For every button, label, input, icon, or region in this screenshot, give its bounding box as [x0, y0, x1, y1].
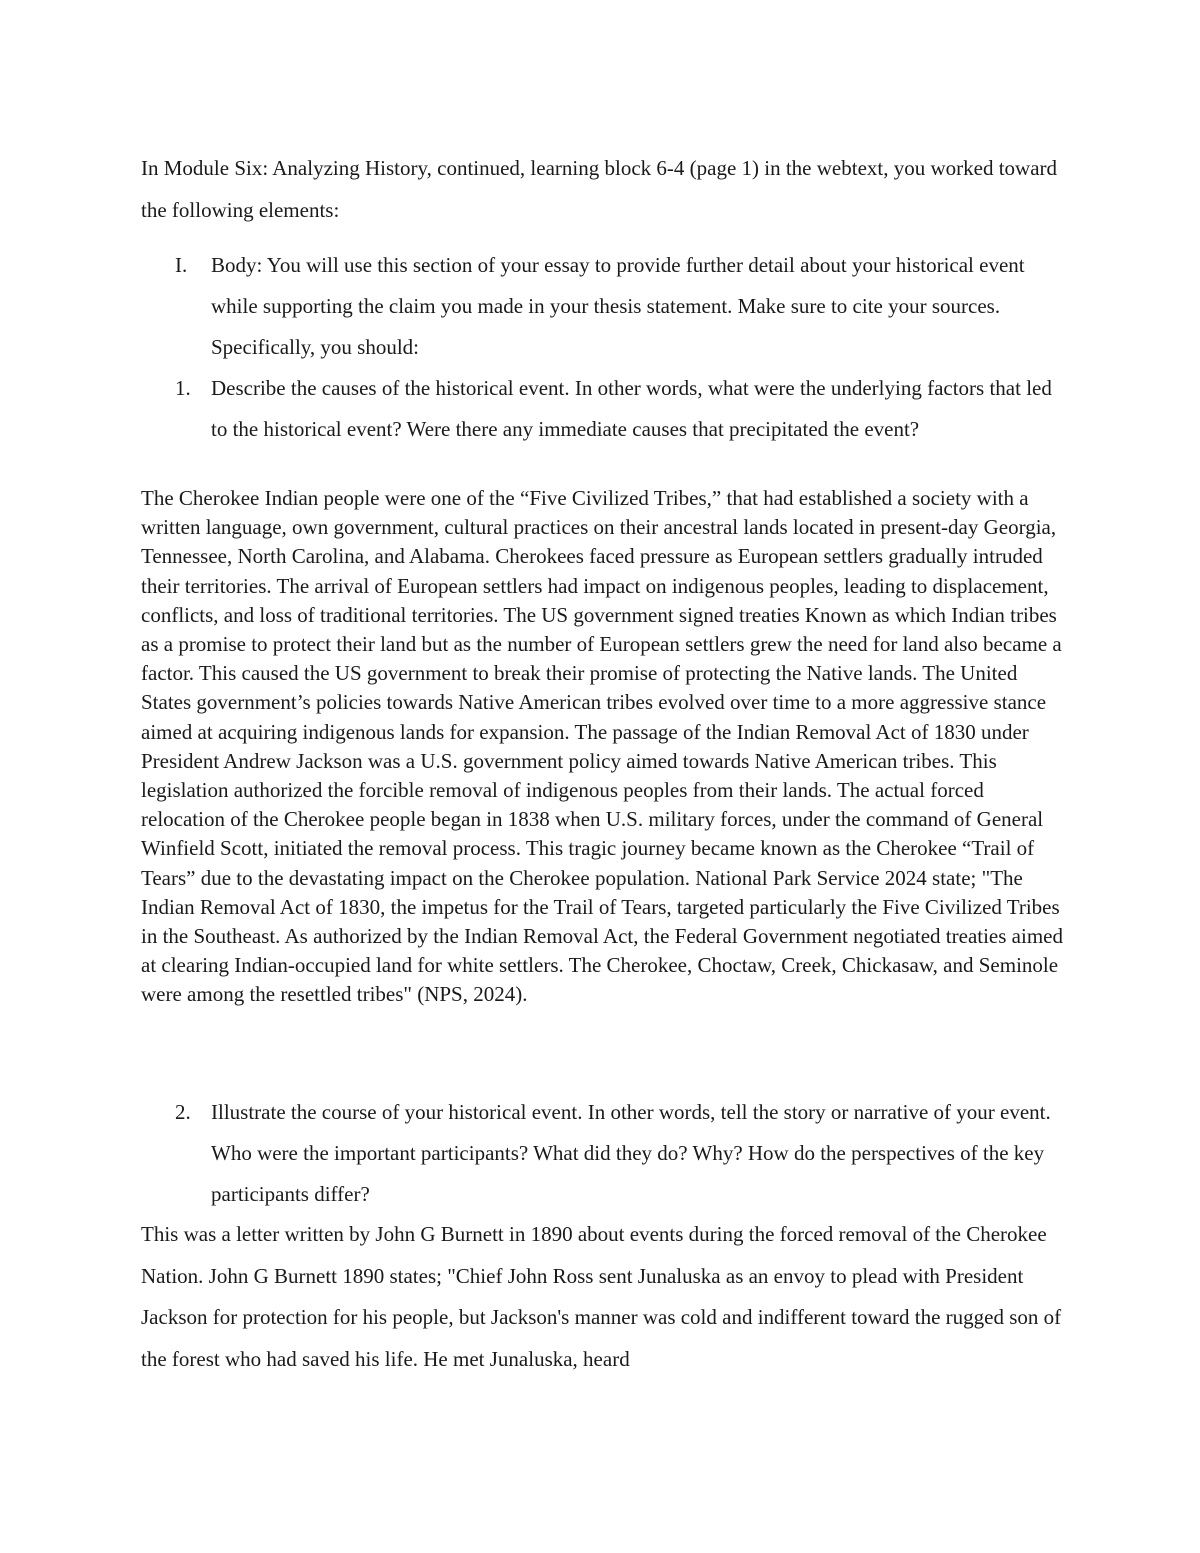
outline-item-text: Describe the causes of the historical event. In other words, what were the underlying factors that led to the historical event? Were there any immediate causes that precipitated the event?	[211, 376, 1052, 441]
outline-item-text: Body: You will use this section of your essay to provide further detail about your historical event while supporting the claim you made in your thesis statement. Make sure to cite your sources. Specifically, you should:	[211, 253, 1025, 359]
assignment-outline-continued	[141, 1092, 1066, 1215]
outline-item-body	[141, 245, 1066, 368]
intro-paragraph: In Module Six: Analyzing History, continued, learning block 6-4 (page 1) in the webtext, you worked toward the following elements:	[141, 156, 1058, 222]
course-paragraph: This was a letter written by John G Burnett in 1890 about events during the forced removal of the Cherokee Nation. John G Burnett 1890 states; "Chief John Ross sent Junaluska as an envoy to plead with President Jackson for protection for his people, but Jackson's manner was cold and indifferent toward the rugged son of the forest who had saved his life. He met Junaluska, heard	[141, 1222, 1062, 1371]
outline-item-text: Illustrate the course of your historical event. In other words, tell the story or narrative of your event. Who were the important participants? What did they do? Why? How do the perspectives of the key participants differ?	[211, 1100, 1051, 1206]
outline-marker: 2.	[175, 1100, 191, 1124]
outline-marker: 1.	[175, 376, 191, 400]
outline-marker: I.	[175, 253, 188, 277]
causes-paragraph: The Cherokee Indian people were one of the “Five Civilized Tribes,” that had established a society with a written language, own government, cultural practices on their ancestral lands located in present-day Georgia, Tennessee, North Carolina, and Alabama. Cherokees faced pressure as European settlers gradually intruded their territories. The arrival of European settlers had impact on indigenous peoples, leading to displacement, conflicts, and loss of traditional territories. The US government signed treaties Known as which Indian tribes as a promise to protect their land but as the number of European settlers grew the need for land also became a factor. This caused the US government to break their promise of protecting the Native lands. The United States government’s policies towards Native American tribes evolved over time to a more aggressive stance aimed at acquiring indigenous lands for expansion. The passage of the Indian Removal Act of 1830 under President Andrew Jackson was a U.S. government policy aimed towards Native American tribes. This legislation authorized the forcible removal of indigenous peoples from their lands. The actual forced relocation of the Cherokee people began in 1838 when U.S. military forces, under the command of General Winfield Scott, initiated the removal process. This tragic journey became known as the Cherokee “Trail of Tears” due to the devastating impact on the Cherokee population. National Park Service 2024 state; "The Indian Removal Act of 1830, the impetus for the Trail of Tears, targeted particularly the Five Civilized Tribes in the Southeast. As authorized by the Indian Removal Act, the Federal Government negotiated treaties aimed at clearing Indian-occupied land for white settlers. The Cherokee, Choctaw, Creek, Chickasaw, and Seminole were among the resettled tribes" (NPS, 2024).	[141, 486, 1063, 1007]
outline-item-causes	[141, 368, 1066, 450]
outline-item-course	[141, 1092, 1066, 1215]
assignment-outline	[141, 245, 1066, 450]
